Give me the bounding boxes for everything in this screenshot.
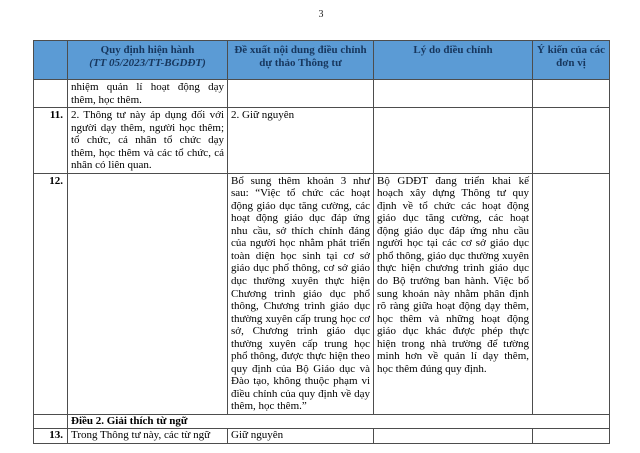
current-regulation-cell: nhiệm quản lí hoạt động dạy thêm, học thêm. bbox=[68, 80, 228, 108]
current-regulation-cell: 2. Thông tư này áp dụng đối với người dạy thêm, người học thêm; tổ chức, cá nhân tổ chức dạy thêm, học thêm và các tổ chức, cá nhân có liên quan. bbox=[68, 108, 228, 174]
reason-cell: Bộ GDĐT đang triển khai kế hoạch xây dựng Thông tư quy định về tổ chức các hoạt động giáo dục tăng cường, các hoạt động giáo dục đáp ứng nhu cầu người học tại các cơ sở giáo dục phổ thông, giáo dục thường xuyên thực hiện chương trình giáo dục do Bộ trưởng ban hành. Việc bổ sung khoản này nhằm phân định rõ ràng giữa hoạt động dạy thêm, học thêm và những hoạt động giáo dục khác được phép thực hiện trong nhà trường để tường minh hơn về quản lí dạy thêm, học thêm đúng quy định. bbox=[374, 173, 533, 414]
table-row-13 bbox=[34, 428, 610, 443]
proposal-cell: Giữ nguyên bbox=[228, 428, 374, 443]
row-number-cell: 11. bbox=[34, 108, 68, 174]
row-number-cell: 12. bbox=[34, 173, 68, 414]
current-regulation-cell bbox=[68, 173, 228, 414]
table-row-12 bbox=[34, 173, 610, 414]
revision-comparison-table bbox=[33, 40, 610, 444]
table-header-row bbox=[34, 41, 610, 80]
reason-cell bbox=[374, 428, 533, 443]
header-cell-unit-opinion bbox=[533, 41, 610, 80]
opinion-cell bbox=[533, 428, 610, 443]
header-line2: (TT 05/2023/TT-BGDĐT) bbox=[89, 56, 206, 69]
header-cell-index bbox=[34, 41, 68, 80]
opinion-cell bbox=[533, 173, 610, 414]
header-cell-reason bbox=[374, 41, 533, 80]
reason-cell bbox=[374, 108, 533, 174]
row-number-cell bbox=[34, 80, 68, 108]
proposal-cell bbox=[228, 80, 374, 108]
header-line1: Quy định hiện hành bbox=[100, 44, 195, 56]
table-section-row bbox=[34, 414, 610, 428]
row-number-cell bbox=[34, 414, 68, 428]
page-number: 3 bbox=[318, 9, 324, 20]
section-title-cell: Điều 2. Giải thích từ ngữ bbox=[68, 414, 610, 428]
proposal-cell: Bổ sung thêm khoản 3 như sau: “Việc tổ chức các hoạt động giáo dục tăng cường, các hoạt động giáo dục đáp ứng nhu cầu, sở thích chính đáng của người học nhằm phát triển toàn diện học sinh tại cơ sở giáo dục phổ thông, cơ sở giáo dục thường xuyên thực hiện Chương trình giáo dục phổ thông, Chương trình giáo dục thường xuyên cấp trung học cơ sở, Chương trình giáo dục thường xuyên cấp trung học phổ thông, được thực hiện theo quy định của Bộ Giáo dục và Đào tạo, không thuộc phạm vi điều chỉnh của quy định về dạy thêm, học thêm.” bbox=[228, 173, 374, 414]
header-line2: đơn vị bbox=[556, 56, 586, 69]
table-row-11 bbox=[34, 108, 610, 174]
table-row-continuation bbox=[34, 80, 610, 108]
opinion-cell bbox=[533, 108, 610, 174]
opinion-cell bbox=[533, 80, 610, 108]
header-cell-current-regulation bbox=[68, 41, 228, 80]
row-number-cell: 13. bbox=[34, 428, 68, 443]
header-line2: dự thảo Thông tư bbox=[259, 56, 342, 69]
proposal-cell: 2. Giữ nguyên bbox=[228, 108, 374, 174]
current-regulation-cell: Trong Thông tư này, các từ ngữ bbox=[68, 428, 228, 443]
header-line1: Đề xuất nội dung điều chỉnh bbox=[234, 44, 367, 56]
header-line1: Ý kiến của các bbox=[536, 44, 606, 56]
header-line1: Lý do điều chỉnh bbox=[413, 44, 493, 56]
header-cell-proposal bbox=[228, 41, 374, 80]
reason-cell bbox=[374, 80, 533, 108]
